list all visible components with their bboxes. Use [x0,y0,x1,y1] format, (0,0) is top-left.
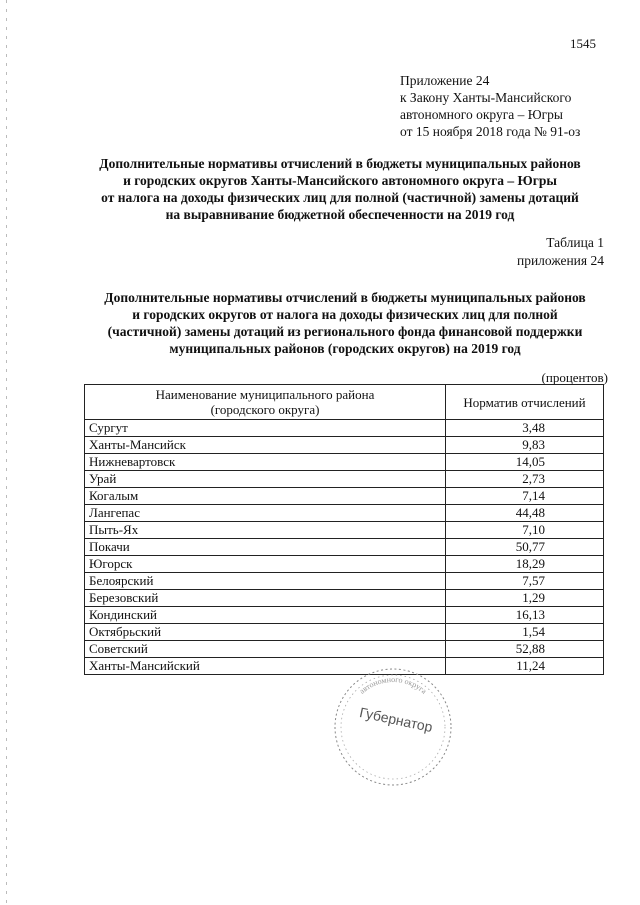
municipality-name: Октябрьский [85,624,446,641]
main-title-line: Дополнительные нормативы отчислений в бюджеты муниципальных районов [99,156,581,171]
table-row [85,471,604,488]
header-municipality-line: Наименование муниципального района [155,387,375,402]
table-row [85,420,604,437]
table-row [85,488,604,505]
norms-table [84,384,604,675]
table-header-row [85,385,604,420]
table-title-line: и городских округов от налога на доходы физических лиц для полной [132,307,558,322]
table-label [517,234,604,270]
table-row [85,641,604,658]
table-title-line: муниципальных районов (городских округов) на 2019 год [169,341,521,356]
annex-reference [400,72,580,140]
municipality-name: Югорск [85,556,446,573]
norm-value: 50,77 [446,539,604,556]
table-row [85,505,604,522]
municipality-name: Советский [85,641,446,658]
table-title-line: (частичной) замены дотаций из регионального фонда финансовой поддержки [107,324,583,339]
annex-line: Приложение 24 [400,73,490,88]
norm-value: 9,83 [446,437,604,454]
municipality-name: Покачи [85,539,446,556]
annex-line: автономного округа – Югры [400,107,563,122]
norm-value: 52,88 [446,641,604,658]
municipality-name: Пыть-Ях [85,522,446,539]
norm-value: 3,48 [446,420,604,437]
table-body [85,420,604,675]
municipality-name: Белоярский [85,573,446,590]
table-row [85,624,604,641]
municipality-name: Лангепас [85,505,446,522]
header-municipality [85,385,446,420]
main-title-line: и городских округов Ханты-Мансийского автономного округа – Югры [123,173,557,188]
svg-text:автономного округа [358,675,429,696]
norm-value: 14,05 [446,454,604,471]
norm-value: 7,14 [446,488,604,505]
norm-value: 1,54 [446,624,604,641]
header-norm: Норматив отчислений [446,385,604,420]
norm-value: 16,13 [446,607,604,624]
main-title [60,155,620,223]
table-title-line: Дополнительные нормативы отчислений в бюджеты муниципальных районов [104,290,586,305]
norm-value: 2,73 [446,471,604,488]
scan-edge-mark [6,0,7,905]
stamp-ring-text: автономного округа [357,674,429,696]
table-title [60,289,630,357]
table-row [85,556,604,573]
norm-value: 11,24 [446,658,604,675]
main-title-line: на выравнивание бюджетной обеспеченности на 2019 год [165,207,515,222]
table-row [85,454,604,471]
municipality-name: Когалым [85,488,446,505]
governor-stamp [328,662,458,792]
table-label-line: Таблица 1 [546,235,604,250]
annex-line: от 15 ноября 2018 года № 91-оз [400,124,581,139]
main-title-line: от налога на доходы физических лиц для полной (частичной) замены дотаций [101,190,579,205]
norm-value: 44,48 [446,505,604,522]
units-label: (процентов) [541,370,608,385]
municipality-name: Ханты-Мансийский [85,658,446,675]
municipality-name: Сургут [85,420,446,437]
page-number: 1545 [570,36,596,51]
municipality-name: Кондинский [85,607,446,624]
municipality-name: Урай [85,471,446,488]
table-row [85,573,604,590]
municipality-name: Нижневартовск [85,454,446,471]
municipality-name: Березовский [85,590,446,607]
table-row [85,539,604,556]
stamp-signature: Губернатор [358,704,435,736]
norm-value: 7,10 [446,522,604,539]
norm-value: 7,57 [446,573,604,590]
norm-value: 18,29 [446,556,604,573]
municipality-name: Ханты-Мансийск [85,437,446,454]
table-row [85,437,604,454]
table-row [85,522,604,539]
annex-line: к Закону Ханты-Мансийского [400,90,572,105]
table-row [85,607,604,624]
table-row [85,590,604,607]
norm-value: 1,29 [446,590,604,607]
header-municipality-line: (городского округа) [210,402,320,417]
table-label-line: приложения 24 [516,253,604,268]
